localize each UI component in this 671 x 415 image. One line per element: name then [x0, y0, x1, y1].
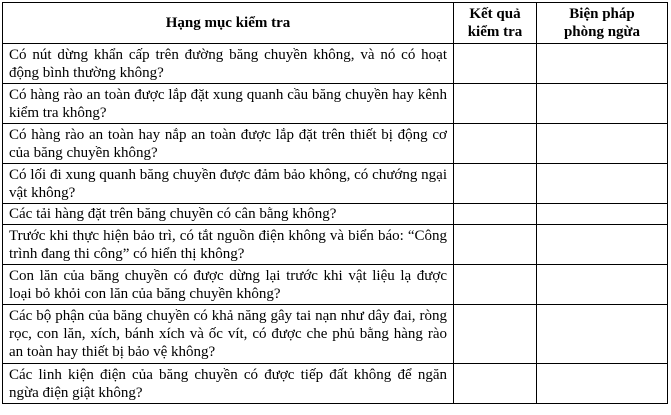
table-row — [3, 364, 668, 404]
table-row — [3, 44, 668, 84]
row-measure-cell[interactable] — [537, 124, 668, 164]
table-row — [3, 265, 668, 305]
table-row — [3, 124, 668, 164]
table-row — [3, 225, 668, 265]
row-result-cell[interactable] — [454, 84, 537, 124]
row-measure-cell[interactable] — [537, 265, 668, 305]
header-result-line-2: kiểm tra — [467, 24, 523, 40]
row-measure-cell[interactable] — [537, 44, 668, 84]
row-measure-cell[interactable] — [537, 204, 668, 225]
table-row — [3, 164, 668, 204]
row-item-text: Có hàng rào an toàn hay nắp an toàn được lắp đặt trên thiết bị động cơ của băng chuyền không? — [3, 124, 454, 164]
inspection-checklist-table — [2, 2, 668, 404]
row-item-text: Có hàng rào an toàn được lắp đặt xung quanh cầu băng chuyền hay kênh kiểm tra không? — [3, 84, 454, 124]
table-row — [3, 204, 668, 225]
row-result-cell[interactable] — [454, 225, 537, 265]
header-preventive-measure — [537, 3, 668, 44]
row-measure-cell[interactable] — [537, 225, 668, 265]
row-item-text: Các bộ phận của băng chuyền có khả năng gây tai nạn như dây đai, ròng rọc, con lăn, xích, bánh xích và ốc vít, có được che phủ bằng hàng rào an toàn hay thiết bị bảo vệ không? — [3, 305, 454, 364]
header-inspection-item: Hạng mục kiểm tra — [3, 3, 454, 44]
row-item-text: Con lăn của băng chuyền có được dừng lại trước khi vật liệu lạ được loại bỏ khỏi con lăn của băng chuyền không? — [3, 265, 454, 305]
row-measure-cell[interactable] — [537, 84, 668, 124]
row-result-cell[interactable] — [454, 265, 537, 305]
header-result-line-1: Kết quả — [469, 6, 521, 22]
row-result-cell[interactable] — [454, 124, 537, 164]
row-item-text: Có lối đi xung quanh băng chuyền được đảm bảo không, có chướng ngại vật không? — [3, 164, 454, 204]
header-measure-line-1: Biện pháp — [569, 6, 635, 22]
row-result-cell[interactable] — [454, 44, 537, 84]
header-measure-line-2: phòng ngừa — [563, 24, 641, 40]
row-item-text: Các tải hàng đặt trên băng chuyền có cân bằng không? — [3, 204, 454, 225]
row-result-cell[interactable] — [454, 164, 537, 204]
row-item-text: Có nút dừng khẩn cấp trên đường băng chuyền không, và nó có hoạt động bình thường không? — [3, 44, 454, 84]
row-result-cell[interactable] — [454, 305, 537, 364]
row-measure-cell[interactable] — [537, 364, 668, 404]
table-row — [3, 305, 668, 364]
row-result-cell[interactable] — [454, 204, 537, 225]
row-item-text: Các linh kiện điện của băng chuyền có được tiếp đất không để ngăn ngừa điện giật không? — [3, 364, 454, 404]
header-inspection-result — [454, 3, 537, 44]
row-item-text: Trước khi thực hiện bảo trì, có tắt nguồn điện không và biển báo: “Công trình đang thi công” có hiển thị không? — [3, 225, 454, 265]
table-header-row — [3, 3, 668, 44]
row-result-cell[interactable] — [454, 364, 537, 404]
table-row — [3, 84, 668, 124]
row-measure-cell[interactable] — [537, 164, 668, 204]
row-measure-cell[interactable] — [537, 305, 668, 364]
